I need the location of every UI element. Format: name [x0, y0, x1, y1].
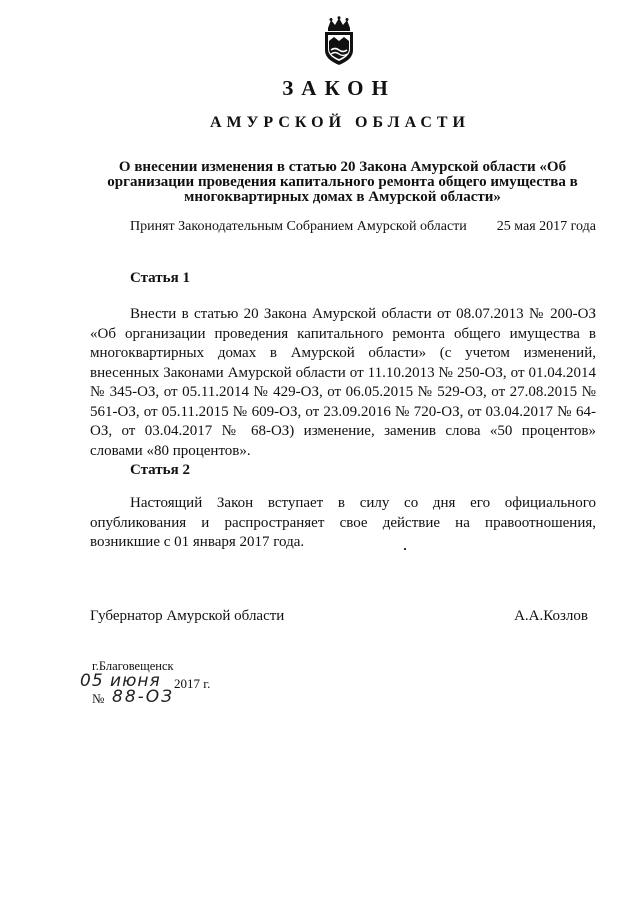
article-1-heading: Статья 1 — [130, 270, 190, 286]
document-type: ЗАКОН — [282, 76, 396, 100]
number-sign: № — [92, 691, 105, 706]
adoption-date: 25 мая 2017 года — [496, 219, 596, 234]
article-2-heading: Статья 2 — [130, 462, 190, 478]
coat-of-arms-icon — [319, 16, 359, 66]
signatory-title: Губернатор Амурской области — [90, 608, 285, 624]
article-2-body: Настоящий Закон вступает в силу со дня его официального опубликования и распространяет свое действие на правоотношения, возникшие с 01 января 2017 года. — [90, 495, 596, 550]
adoption-text: Принят Законодательным Собранием Амурской области — [130, 219, 467, 234]
region-name: АМУРСКОЙ ОБЛАСТИ — [210, 114, 470, 131]
signing-year: 2017 г. — [174, 676, 211, 691]
signatory-name: А.А.Козлов — [514, 608, 588, 624]
place-of-signing: г.Благовещенск — [92, 659, 174, 673]
handwritten-law-number: 88-ОЗ — [112, 687, 175, 707]
handwritten-date: 05 июня — [80, 671, 161, 691]
article-1-body: Внести в статью 20 Закона Амурской области от 08.07.2013 № 200-ОЗ «Об организации проведения капитального ремонта общего имущества в многоквартирных домах в Амурской области» (с учетом изменений, внесенных Законами Амурской области от 11.10.2013 № 250-ОЗ, от 01.04.2014 № 345-ОЗ, от 05.11.2014 № 429-ОЗ, от 06.05.2015 № 529-ОЗ, от 27.08.2015 № 561-ОЗ, от 05.11.2015 № 609-ОЗ, от 23.09.2016 № 720-ОЗ, от 03.04.2017 № 64-ОЗ, от 03.04.2017 № 68-ОЗ) изменение, заменив слова «50 процентов» словами «80 процентов». — [90, 306, 596, 459]
stray-dot — [404, 548, 406, 550]
article-2-text — [90, 494, 596, 553]
law-title: О внесении изменения в статью 20 Закона Амурской области «Об организации проведения капитального ремонта общего имущества в многоквартирных домах в Амурской области» — [107, 159, 578, 205]
article-1-text — [90, 305, 596, 461]
